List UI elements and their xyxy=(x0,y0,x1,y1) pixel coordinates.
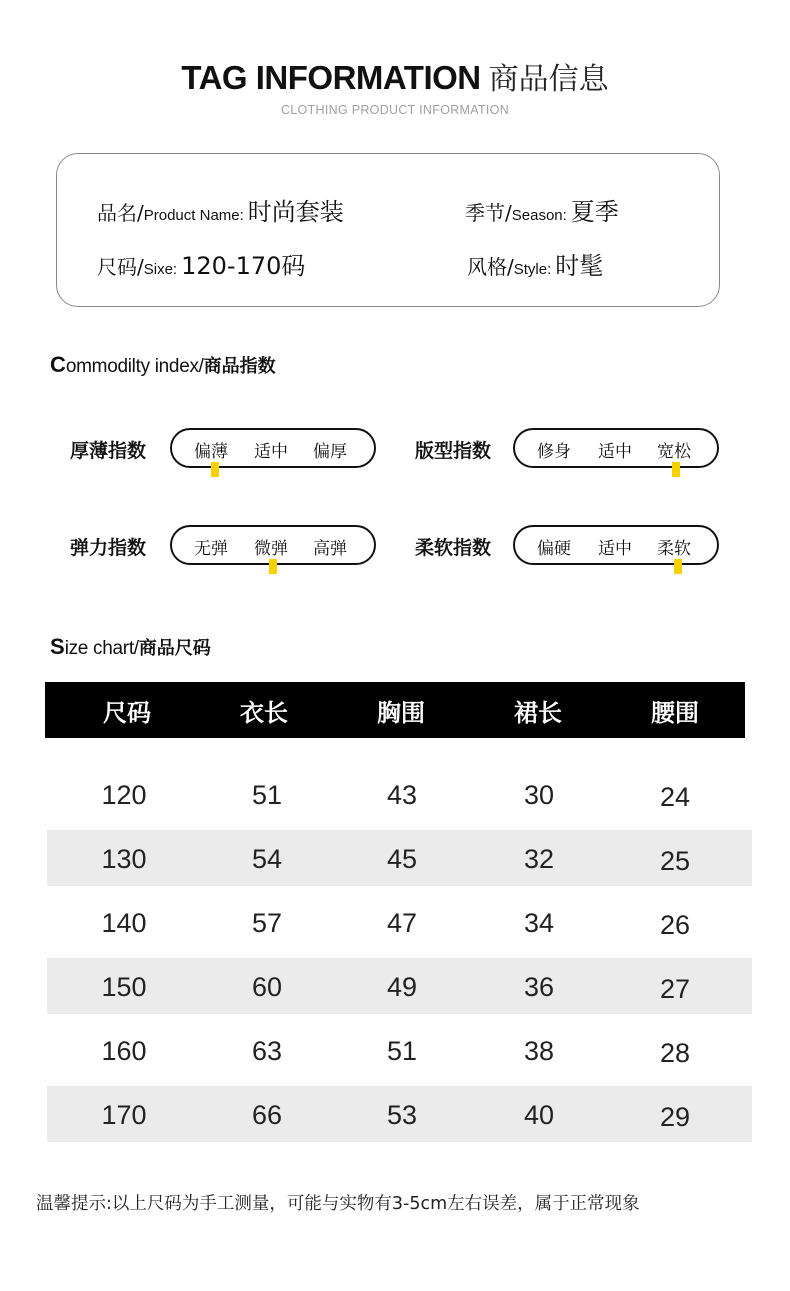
commodity-heading-initial: C xyxy=(50,352,66,377)
column-header-waist: 腰围 xyxy=(651,699,699,727)
column-header-length: 衣长 xyxy=(240,699,288,727)
table-row xyxy=(47,1086,752,1142)
title-english: TAG INFORMATION xyxy=(181,59,481,96)
index-option: 高弹 xyxy=(313,539,347,559)
table-cell: 63 xyxy=(251,1036,283,1066)
page-subtitle: CLOTHING PRODUCT INFORMATION xyxy=(280,103,510,117)
index-option: 柔软 xyxy=(657,539,691,559)
product-name-field xyxy=(97,192,344,227)
index-scale-softness xyxy=(513,525,719,565)
index-marker-softness xyxy=(674,559,682,574)
table-cell: 45 xyxy=(386,844,418,874)
size-table-header xyxy=(45,682,745,738)
table-cell: 160 xyxy=(101,1036,147,1066)
index-label-elasticity: 弹力指数 xyxy=(70,537,147,559)
style-field xyxy=(467,246,603,281)
size-label-en: Sixe: xyxy=(143,261,178,278)
table-row xyxy=(47,766,752,822)
table-cell: 57 xyxy=(251,908,283,938)
table-cell: 26 xyxy=(659,910,691,940)
table-cell: 34 xyxy=(523,908,555,938)
table-cell: 27 xyxy=(659,974,691,1004)
index-option: 适中 xyxy=(598,539,632,559)
index-option: 偏薄 xyxy=(194,442,228,462)
table-cell: 30 xyxy=(523,780,555,810)
index-scale-fit xyxy=(513,428,719,468)
product-name-value: 时尚套装 xyxy=(247,198,344,226)
size-heading-zh: 商品尺码 xyxy=(138,638,211,659)
index-label-fit: 版型指数 xyxy=(415,440,492,462)
style-label-en: Style: xyxy=(513,261,552,278)
product-name-label-zh: 品名/ xyxy=(97,201,144,225)
size-heading-en: ize chart/ xyxy=(64,638,139,659)
size-value: 120-170码 xyxy=(181,252,306,280)
table-cell: 36 xyxy=(523,972,555,1002)
index-option: 无弹 xyxy=(194,539,228,559)
table-cell: 28 xyxy=(659,1038,691,1068)
table-cell: 24 xyxy=(659,782,691,812)
season-value: 夏季 xyxy=(570,198,619,226)
column-header-chest: 胸围 xyxy=(377,699,425,727)
season-label-en: Season: xyxy=(511,207,567,224)
size-heading-initial: S xyxy=(50,634,65,659)
measurement-note: 温馨提示:以上尺码为手工测量，可能与实物有3-5cm左右误差，属于正常现象 xyxy=(36,1194,640,1214)
index-marker-elasticity xyxy=(269,559,277,574)
table-cell: 140 xyxy=(101,908,147,938)
season-field xyxy=(465,192,619,227)
table-cell: 49 xyxy=(386,972,418,1002)
table-cell: 38 xyxy=(523,1036,555,1066)
page-title xyxy=(0,54,790,98)
table-cell: 130 xyxy=(101,844,147,874)
index-marker-fit xyxy=(672,462,680,477)
table-cell: 66 xyxy=(251,1100,283,1130)
table-cell: 47 xyxy=(386,908,418,938)
season-label-zh: 季节/ xyxy=(465,201,512,225)
table-cell: 40 xyxy=(523,1100,555,1130)
table-cell: 54 xyxy=(251,844,283,874)
table-cell: 53 xyxy=(386,1100,418,1130)
size-chart-heading xyxy=(50,634,211,660)
style-value: 时髦 xyxy=(555,252,604,280)
table-row xyxy=(47,958,752,1014)
table-row xyxy=(47,1022,752,1078)
table-cell: 51 xyxy=(251,780,283,810)
table-cell: 25 xyxy=(659,846,691,876)
column-header-skirt-length: 裙长 xyxy=(514,699,562,727)
table-cell: 32 xyxy=(523,844,555,874)
table-row xyxy=(47,830,752,886)
index-option: 适中 xyxy=(598,442,632,462)
commodity-heading-en: ommodilty index/ xyxy=(65,356,204,377)
index-label-softness: 柔软指数 xyxy=(415,537,492,559)
index-marker-thickness xyxy=(211,462,219,477)
table-cell: 120 xyxy=(101,780,147,810)
column-header-size: 尺码 xyxy=(103,699,151,727)
index-option: 适中 xyxy=(254,442,288,462)
title-chinese: 商品信息 xyxy=(488,62,609,97)
index-option: 偏硬 xyxy=(537,539,571,559)
table-cell: 60 xyxy=(251,972,283,1002)
size-field xyxy=(97,246,305,281)
index-option: 微弹 xyxy=(254,539,288,559)
index-option: 修身 xyxy=(537,442,571,462)
product-name-label-en: Product Name: xyxy=(143,207,244,224)
table-cell: 170 xyxy=(101,1100,147,1130)
index-option: 宽松 xyxy=(657,442,691,462)
size-label-zh: 尺码/ xyxy=(97,255,144,279)
commodity-heading-zh: 商品指数 xyxy=(203,356,276,377)
index-label-thickness: 厚薄指数 xyxy=(70,440,147,462)
table-row xyxy=(47,894,752,950)
index-scale-thickness xyxy=(170,428,376,468)
style-label-zh: 风格/ xyxy=(467,255,514,279)
table-cell: 51 xyxy=(386,1036,418,1066)
commodity-index-heading xyxy=(50,352,276,378)
table-cell: 29 xyxy=(659,1102,691,1132)
table-cell: 43 xyxy=(386,780,418,810)
tag-info-box xyxy=(56,153,720,307)
table-cell: 150 xyxy=(101,972,147,1002)
index-option: 偏厚 xyxy=(313,442,347,462)
